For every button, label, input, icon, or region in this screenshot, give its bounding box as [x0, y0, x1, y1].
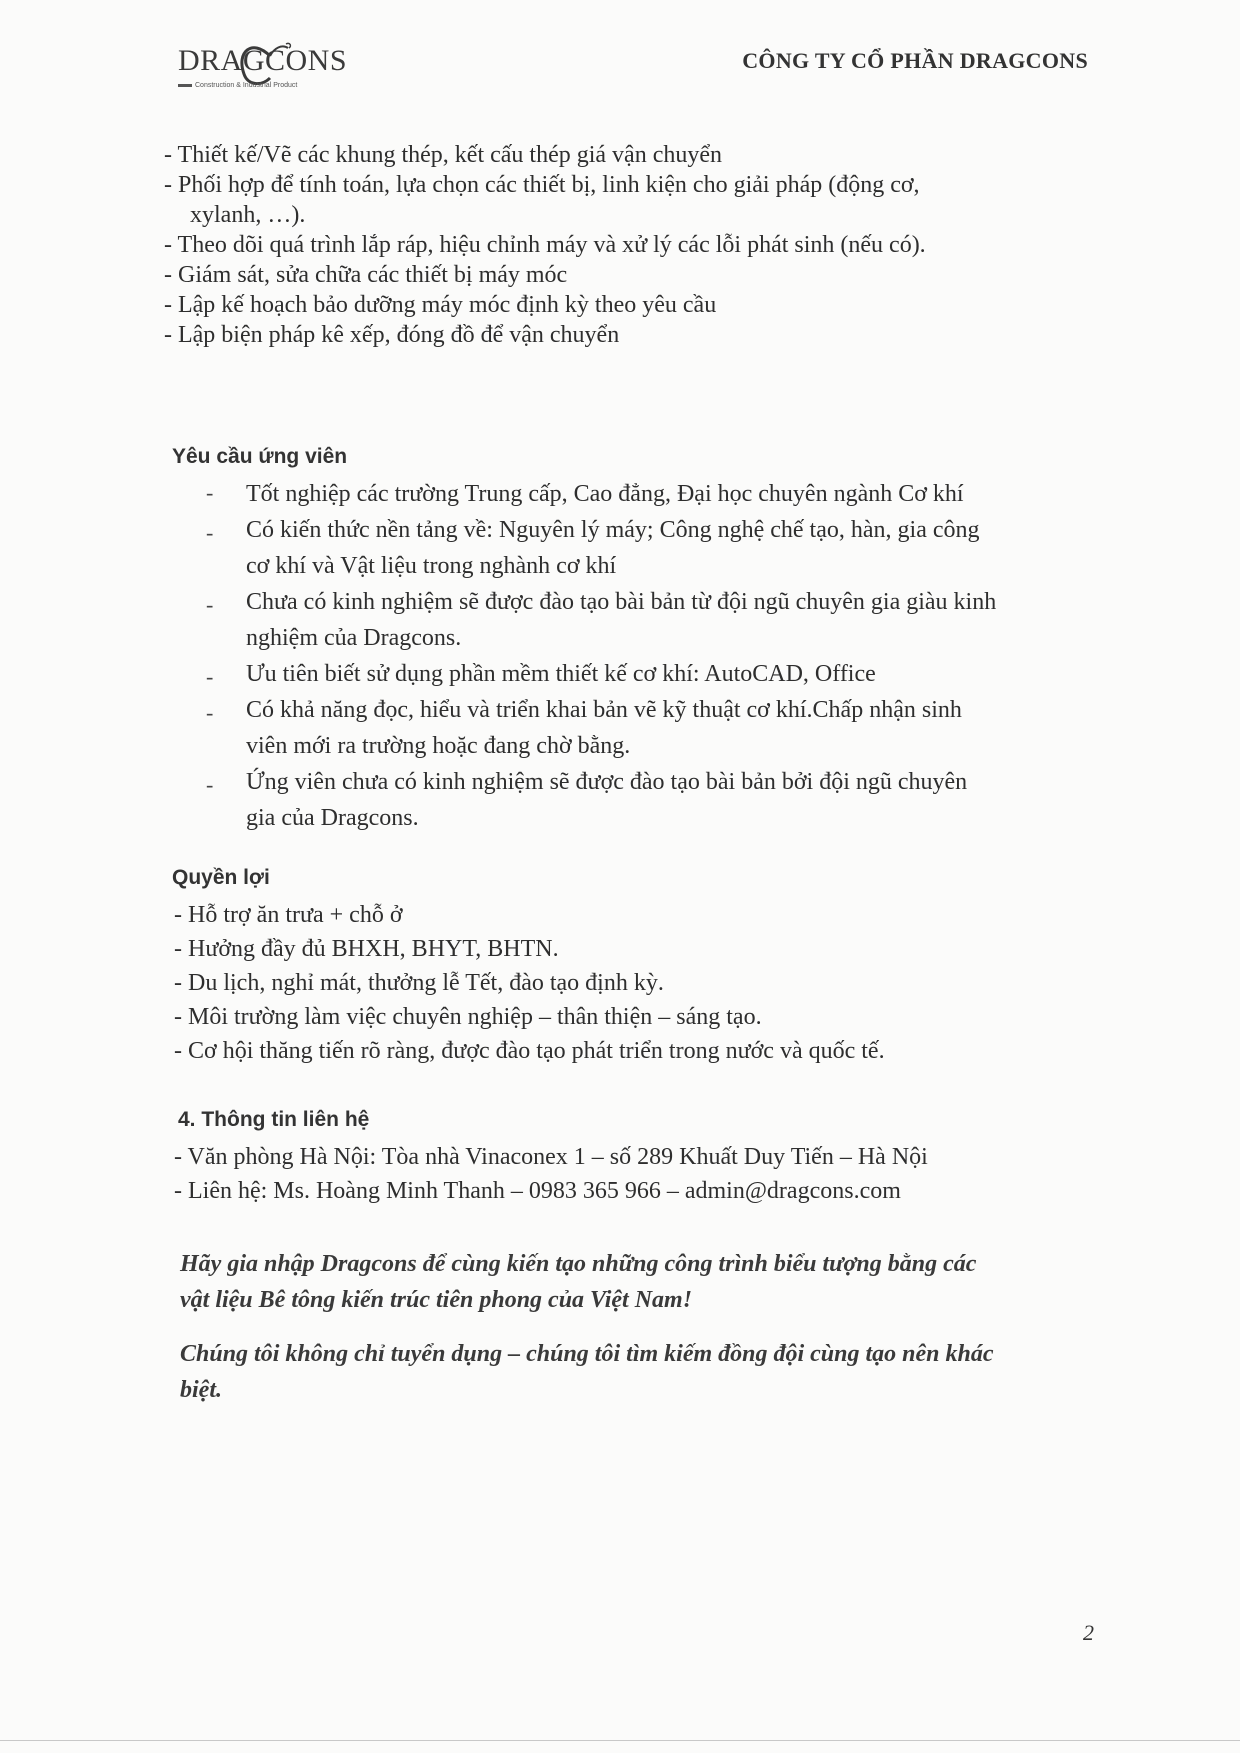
list-item: - Cơ hội thăng tiến rõ ràng, được đào tạo phát triển trong nước và quốc tế. [174, 1038, 885, 1064]
list-item: - Môi trường làm việc chuyên nghiệp – thân thiện – sáng tạo. [174, 1004, 762, 1030]
bullet-dash: - [206, 772, 214, 797]
list-item: - Giám sát, sửa chữa các thiết bị máy móc [164, 262, 568, 288]
list-item-continuation: gia của Dragcons. [246, 805, 419, 831]
logo-wordmark: DRAGCONS [178, 44, 348, 77]
company-logo [178, 30, 378, 100]
list-item-continuation: cơ khí và Vật liệu trong nghành cơ khí [246, 553, 617, 579]
list-item: - Phối hợp để tính toán, lựa chọn các thiết bị, linh kiện cho giải pháp (động cơ, [164, 172, 920, 198]
bullet-dash: - [206, 520, 214, 545]
logo-subtitle-text: Construction & Industrial Product [195, 82, 298, 89]
closing-line: Chúng tôi không chỉ tuyển dụng – chúng tôi tìm kiếm đồng đội cùng tạo nên khác [180, 1341, 994, 1367]
list-item: xylanh, …). [190, 202, 306, 228]
list-item: Ưu tiên biết sử dụng phần mềm thiết kế cơ khí: AutoCAD, Office [246, 661, 876, 687]
list-item: - Theo dõi quá trình lắp ráp, hiệu chỉnh máy và xử lý các lỗi phát sinh (nếu có). [164, 232, 926, 258]
closing-line: biệt. [180, 1377, 222, 1403]
list-item: - Du lịch, nghỉ mát, thưởng lễ Tết, đào tạo định kỳ. [174, 970, 664, 996]
closing-line: Hãy gia nhập Dragcons để cùng kiến tạo những công trình biểu tượng bằng các [180, 1251, 977, 1277]
bullet-dash: - [206, 664, 214, 689]
list-item: Chưa có kinh nghiệm sẽ được đào tạo bài bản từ đội ngũ chuyên gia giàu kinh [246, 589, 997, 615]
logo-bar [178, 84, 192, 87]
list-item: - Lập kế hoạch bảo dưỡng máy móc định kỳ theo yêu cầu [164, 292, 717, 318]
requirements-heading: Yêu cầu ứng viên [172, 445, 348, 468]
contact-person: - Liên hệ: Ms. Hoàng Minh Thanh – 0983 365 966 – admin@dragcons.com [174, 1178, 901, 1204]
page-bottom-rule [0, 1740, 1240, 1741]
contact-office: - Văn phòng Hà Nội: Tòa nhà Vinaconex 1 – số 289 Khuất Duy Tiến – Hà Nội [174, 1144, 928, 1170]
list-item-continuation: nghiệm của Dragcons. [246, 625, 462, 651]
page-number: 2 [1083, 1620, 1094, 1645]
list-item: - Hỗ trợ ăn trưa + chỗ ở [174, 902, 403, 928]
closing-line: vật liệu Bê tông kiến trúc tiên phong của Việt Nam! [180, 1287, 693, 1313]
list-item: - Lập biện pháp kê xếp, đóng đồ để vận chuyển [164, 322, 620, 348]
list-item: - Hưởng đầy đủ BHXH, BHYT, BHTN. [174, 936, 559, 962]
bullet-dash: - [206, 480, 214, 505]
list-item: Ứng viên chưa có kinh nghiệm sẽ được đào tạo bài bản bởi đội ngũ chuyên [246, 769, 968, 795]
bullet-dash: - [206, 592, 214, 617]
contact-heading: 4. Thông tin liên hệ [178, 1108, 370, 1131]
list-item: - Thiết kế/Vẽ các khung thép, kết cấu thép giá vận chuyển [164, 142, 723, 168]
list-item: Có khả năng đọc, hiểu và triển khai bản vẽ kỹ thuật cơ khí.Chấp nhận sinh [246, 697, 962, 723]
list-item: Có kiến thức nền tảng về: Nguyên lý máy; Công nghệ chế tạo, hàn, gia công [246, 517, 980, 543]
company-name: CÔNG TY CỔ PHẦN DRAGCONS [742, 48, 1088, 73]
list-item: Tốt nghiệp các trường Trung cấp, Cao đẳng, Đại học chuyên ngành Cơ khí [246, 481, 964, 507]
logo-subtitle [178, 82, 297, 89]
benefits-heading: Quyền lợi [172, 866, 270, 889]
list-item-continuation: viên mới ra trường hoặc đang chờ bằng. [246, 733, 631, 759]
bullet-dash: - [206, 700, 214, 725]
